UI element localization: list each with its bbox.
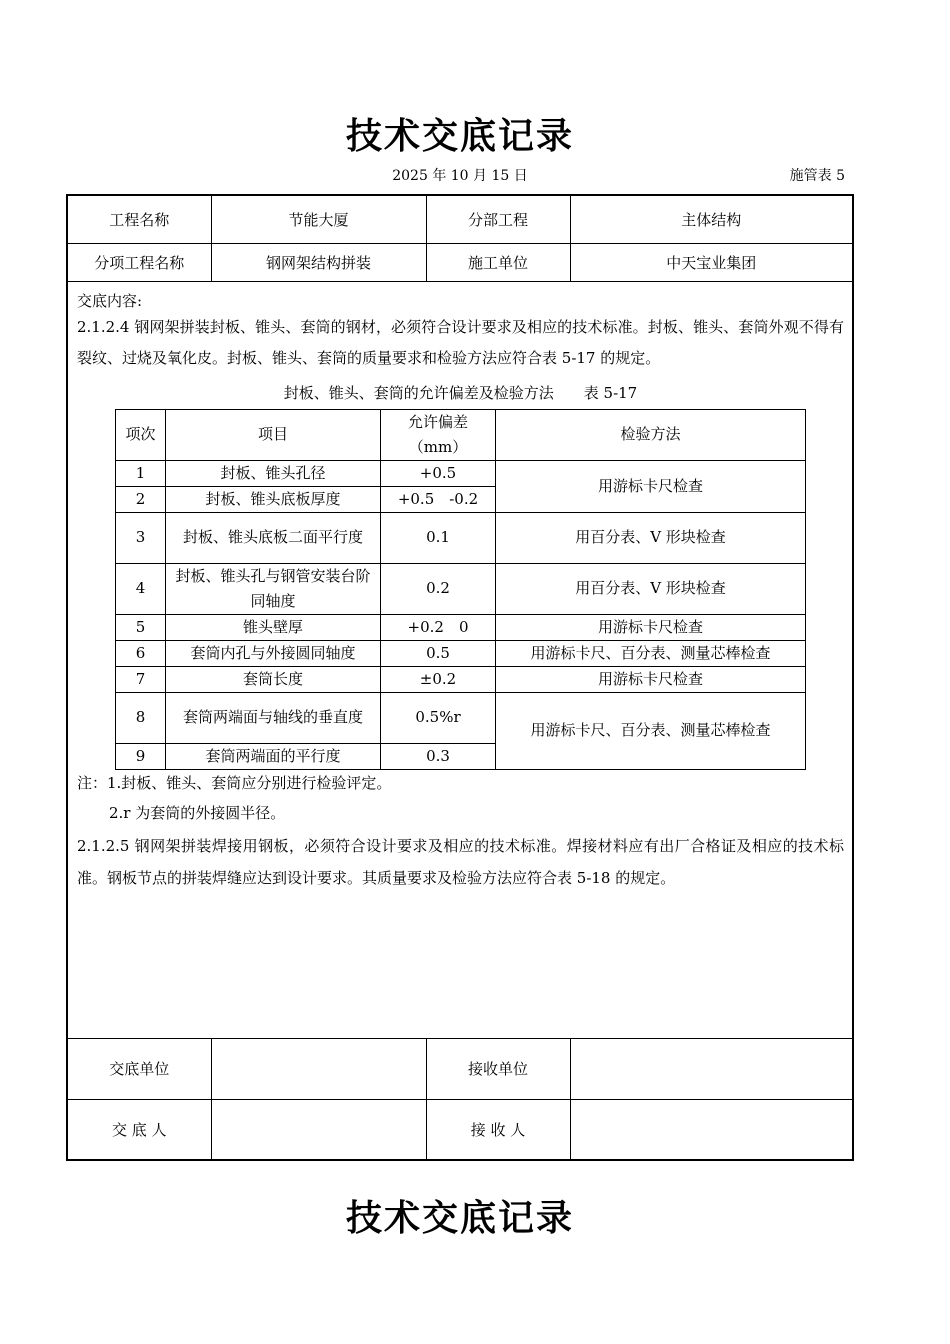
document-title: 技术交底记录 <box>345 116 574 157</box>
header-tolerance: 允许偏差（mm） <box>381 409 496 460</box>
note-2: 2.r 为套筒的外接圆半径。 <box>109 803 286 822</box>
division-value: 主体结构 <box>570 195 853 243</box>
receiver-label: 接 收 人 <box>426 1099 570 1160</box>
row-method: 用游标卡尺、百分表、测量芯棒检查 <box>496 640 806 666</box>
row-no: 4 <box>116 563 166 614</box>
row-item: 封板、锥头孔径 <box>166 460 381 486</box>
row-tolerance: ±0.2 <box>381 666 496 692</box>
row-tolerance: +0.5 -0.2 <box>381 486 496 512</box>
row-tolerance: 0.1 <box>381 512 496 563</box>
division-label: 分部工程 <box>426 195 570 243</box>
receiver-unit-label: 接收单位 <box>426 1038 570 1099</box>
content-label: 交底内容: <box>77 291 143 310</box>
subitem-label: 分项工程名称 <box>67 243 211 281</box>
row-no: 8 <box>116 692 166 743</box>
issuer-value[interactable] <box>211 1099 426 1160</box>
content-cell <box>67 281 853 1038</box>
row-no: 7 <box>116 666 166 692</box>
issuer-unit-label: 交底单位 <box>67 1038 211 1099</box>
tolerance-table <box>115 409 806 770</box>
row-no: 1 <box>116 460 166 486</box>
row-item: 套筒两端面与轴线的垂直度 <box>166 692 381 743</box>
row-method: 用游标卡尺、百分表、测量芯棒检查 <box>496 692 806 769</box>
row-item: 封板、锥头底板二面平行度 <box>166 512 381 563</box>
row-no: 6 <box>116 640 166 666</box>
row-tolerance: +0.2 0 <box>381 614 496 640</box>
form-number: 施管表 5 <box>789 168 845 184</box>
project-name-label: 工程名称 <box>67 195 211 243</box>
receiver-value[interactable] <box>570 1099 853 1160</box>
row-method: 用游标卡尺检查 <box>496 460 806 512</box>
row-method: 用游标卡尺检查 <box>496 614 806 640</box>
contractor-label: 施工单位 <box>426 243 570 281</box>
row-item: 套筒两端面的平行度 <box>166 743 381 769</box>
row-no: 5 <box>116 614 166 640</box>
row-item: 锥头壁厚 <box>166 614 381 640</box>
row-item: 封板、锥头孔与钢管安装台阶同轴度 <box>166 563 381 614</box>
header-method: 检验方法 <box>496 409 806 460</box>
row-tolerance: 0.2 <box>381 563 496 614</box>
row-tolerance: 0.5%r <box>381 692 496 743</box>
row-item: 套筒长度 <box>166 666 381 692</box>
next-page-title: 技术交底记录 <box>345 1198 574 1239</box>
row-method: 用游标卡尺检查 <box>496 666 806 692</box>
table-caption: 封板、锥头、套筒的允许偏差及检验方法 表 5-17 <box>283 383 638 402</box>
row-tolerance: 0.5 <box>381 640 496 666</box>
row-method: 用百分表、V 形块检查 <box>496 563 806 614</box>
row-method: 用百分表、V 形块检查 <box>496 512 806 563</box>
note-1: 注：1.封板、锥头、套筒应分别进行检验评定。 <box>77 773 392 792</box>
record-table <box>66 194 854 1161</box>
row-item: 套筒内孔与外接圆同轴度 <box>166 640 381 666</box>
issuer-label: 交 底 人 <box>67 1099 211 1160</box>
row-tolerance: 0.3 <box>381 743 496 769</box>
row-no: 9 <box>116 743 166 769</box>
row-no: 3 <box>116 512 166 563</box>
row-item: 封板、锥头底板厚度 <box>166 486 381 512</box>
project-name-value: 节能大厦 <box>211 195 426 243</box>
row-tolerance: +0.5 <box>381 460 496 486</box>
issuer-unit-value[interactable] <box>211 1038 426 1099</box>
document-date: 2025 年 10 月 15 日 <box>392 168 528 184</box>
row-no: 2 <box>116 486 166 512</box>
content-paragraph-1: 2.1.2.4 钢网架拼装封板、锥头、套筒的钢材，必须符合设计要求及相应的技术标准。封板、锥头、套筒外观不得有裂纹、过烧及氧化皮。封板、锥头、套筒的质量要求和检验方法应符合表 5-17 的规定。 <box>77 317 844 367</box>
receiver-unit-value[interactable] <box>570 1038 853 1099</box>
contractor-value: 中天宝业集团 <box>570 243 853 281</box>
subitem-value: 钢网架结构拼装 <box>211 243 426 281</box>
content-paragraph-2: 2.1.2.5 钢网架拼装焊接用钢板，必须符合设计要求及相应的技术标准。焊接材料应有出厂合格证及相应的技术标准。钢板节点的拼装焊缝应达到设计要求。其质量要求及检验方法应符合表 5-18 的规定。 <box>77 836 844 887</box>
header-item: 项目 <box>166 409 381 460</box>
header-no: 项次 <box>116 409 166 460</box>
